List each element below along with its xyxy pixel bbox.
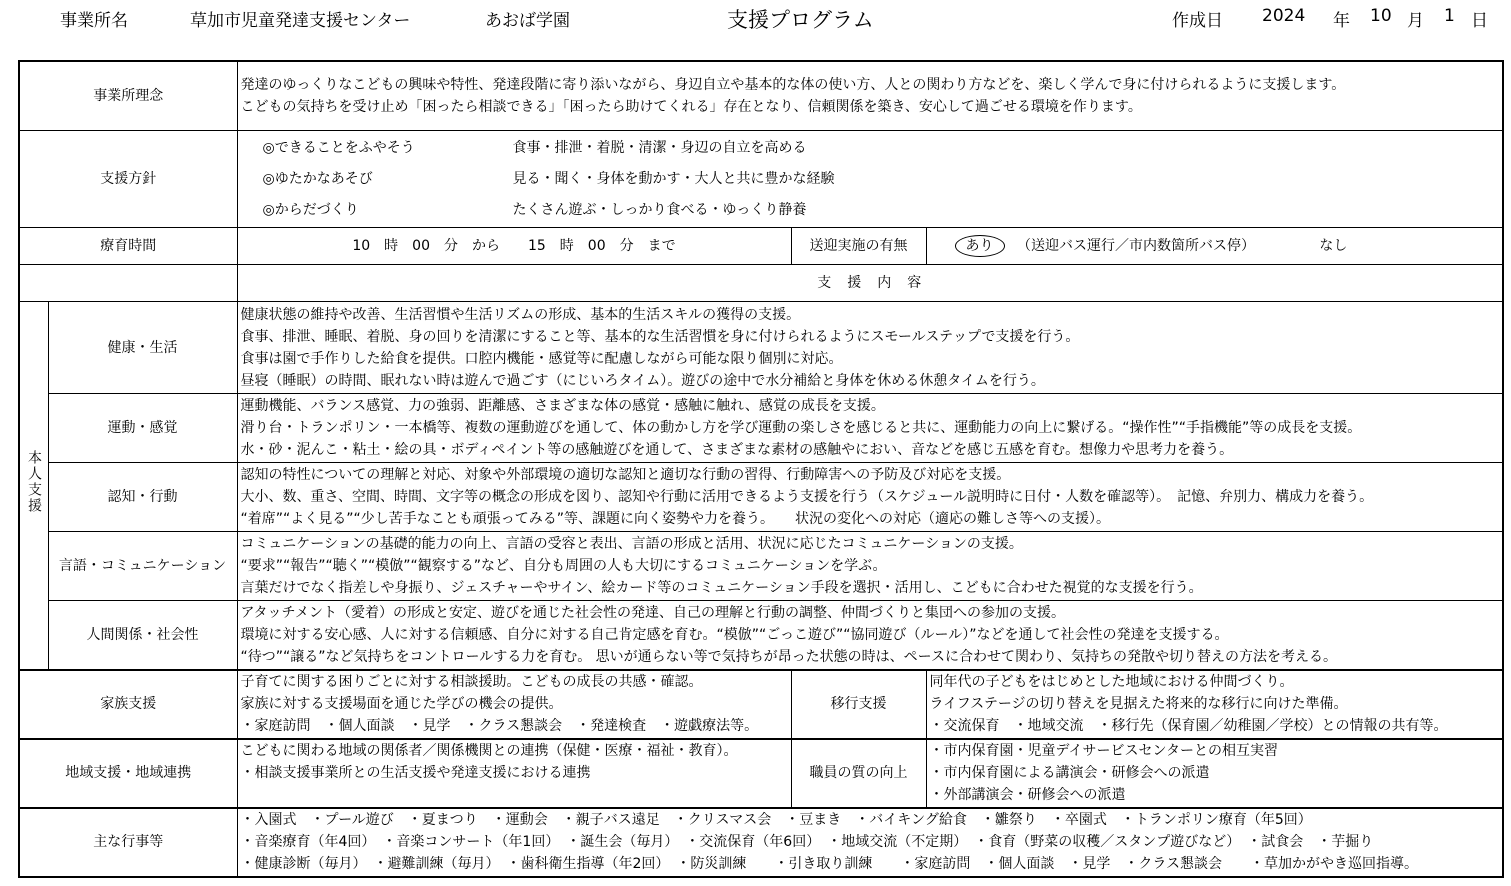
text-line: ライフステージの切り替えを見据えた将来的な移行に向けた準備。 — [929, 696, 1348, 713]
text-line: こどもに関わる地域の関係者／関係機関との連携（保健・医療・福祉・教育）。 — [240, 742, 738, 759]
individual-row — [19, 601, 1503, 670]
text-line: ・市内保育園による講演会・研修会への派遣 — [929, 765, 1210, 782]
transport-value — [926, 228, 1503, 265]
policy-item-name: ◎ゆたかなあそび — [262, 170, 373, 187]
community-label: 地域支援・地域連携 — [19, 739, 237, 808]
support-content-blank — [19, 264, 237, 302]
office-label: 事業所名 — [60, 11, 128, 31]
date-year: 2024 — [1262, 6, 1306, 26]
text-line: 同年代の子どもをはじめとした地域における仲間づくり。 — [929, 674, 1294, 691]
text-line: コミュニケーションの基礎的能力の向上、言語の受容と表出、言語の形成と活用、状況に応じたコミュニケーションの支援。 — [240, 536, 1023, 552]
individual-label-text: 本人支援 — [26, 449, 42, 514]
events-row — [19, 808, 1503, 877]
text-line: 家族に対する支援場面を通じた学びの機会の提供。 — [240, 696, 563, 713]
transport-label: 送迎実施の有無 — [791, 228, 926, 265]
date-label: 作成日 — [1172, 11, 1223, 31]
date-day: 1 — [1444, 6, 1455, 26]
text-line: “着席”“よく見る”“少し苦手なことも頑張ってみる”等、課題に向く姿勢や力を養う。 状況の変化への対応（適応の難しさ等への支援）。 — [240, 510, 1111, 527]
individual-row-label: 運動・感覚 — [48, 393, 237, 462]
individual-row-label: 認知・行動 — [48, 462, 237, 531]
policy-item-name: ◎からだづくり — [262, 201, 359, 218]
transport-detail: （送迎バス運行／市内数箇所バス停） — [1016, 237, 1255, 254]
policy-item-desc: 見る・聞く・身体を動かす・大人と共に豊かな経験 — [512, 170, 835, 187]
individual-label — [19, 302, 48, 670]
transition-text — [926, 670, 1503, 739]
hours-value: 10 時 00 分 から 15 時 00 分 まで — [237, 228, 791, 265]
staff-label: 職員の質の向上 — [791, 739, 926, 808]
date-year-unit: 年 — [1333, 11, 1350, 31]
support-content-row — [19, 264, 1503, 302]
text-line: 滑り台・トランポリン・一本橋等、複数の運動遊びを通して、体の動かし方を学び運動の楽しさを感じると共に、運動能力の向上に繋げる。“操作性”“手指機能”等の成長を支援。 — [240, 419, 1362, 436]
policy-item-desc: たくさん遊ぶ・しっかり食べる・ゆっくり静養 — [512, 201, 807, 218]
text-line: ・相談支援事業所との生活支援や発達支援における連携 — [240, 764, 591, 781]
text-line: ・交流保育 ・地域交流 ・移行先（保育園／幼稚園／学校）との情報の共有等。 — [929, 718, 1448, 735]
text-line: ・入園式 ・プール遊び ・夏まつり ・運動会 ・親子バス遠足 ・クリスマス会 ・豆まき ・バイキング給食 ・雛祭り ・卒園式 ・トランポリン療育（年5回） — [240, 812, 1312, 829]
policy-label: 支援方針 — [19, 130, 237, 228]
text-line: 水・砂・泥んこ・粘土・絵の具・ボディペイント等の感触遊びを通して、さまざまな素材の感触やにおい、音などを感じ五感を育む。想像力や思考力を養う。 — [240, 441, 1234, 458]
text-line: “要求”“報告”“聴く”“模倣”“観察する”など、自分も周囲の人も大切にするコミュニケーションを学ぶ。 — [240, 558, 887, 574]
transition-label: 移行支援 — [791, 670, 926, 739]
individual-row-text — [237, 302, 1503, 393]
individual-row-text — [237, 462, 1503, 531]
policy-row — [19, 130, 1503, 228]
individual-row-text — [237, 531, 1503, 600]
text-line: ・家庭訪問 ・個人面談 ・見学 ・クラス懇談会 ・発達検査 ・遊戯療法等。 — [240, 718, 759, 735]
events-label: 主な行事等 — [19, 808, 237, 877]
office-sub: あおば学園 — [485, 11, 570, 31]
family-label: 家族支援 — [19, 670, 237, 739]
individual-row — [19, 462, 1503, 531]
individual-row-label: 言語・コミュニケーション — [48, 531, 237, 600]
philosophy-row — [19, 61, 1503, 130]
family-row — [19, 670, 1503, 739]
individual-row-label: 人間関係・社会性 — [48, 601, 237, 670]
text-line: 大小、数、重さ、空間、時間、文字等の概念の形成を図り、認知や行動に活用できるよう支援を行う（スケジュール説明時に日付・人数を確認等）。 記憶、弁別力、構成力を養う。 — [240, 488, 1374, 505]
text-line: 食事は園で手作りした給食を提供。口腔内機能・感覚等に配慮しながら可能な限り個別に対応。 — [240, 350, 843, 367]
community-text — [237, 739, 791, 808]
text-line: アタッチメント（愛着）の形成と安定、遊びを通じた社会性の発達、自己の理解と行動の調整、仲間づくりと集団への参加の支援。 — [240, 604, 1065, 621]
text-line: 食事、排泄、睡眠、着脱、身の回りを清潔にすること等、基本的な生活習慣を身に付けられるようにスモールステップで支援を行う。 — [240, 328, 1080, 345]
text-line: 運動機能、バランス感覚、力の強弱、距離感、さまざまな体の感覚・感触に触れ、感覚の成長を支援。 — [240, 397, 885, 414]
text-line: ・健康診断（毎月） ・避難訓練（毎月） ・歯科衛生指導（年2回） ・防災訓練 ・引き取り訓練 ・家庭訪問 ・個人面談 ・見学 ・クラス懇談会 ・草加かがやき巡回指導。 — [240, 856, 1418, 873]
philosophy-text — [237, 61, 1503, 130]
staff-text — [926, 739, 1503, 808]
text-line: ・市内保育園・児童デイサービスセンターとの相互実習 — [929, 743, 1278, 760]
text-line: ・外部講演会・研修会への派遣 — [929, 787, 1126, 804]
individual-row-label: 健康・生活 — [48, 302, 237, 393]
individual-row — [19, 302, 1503, 393]
transport-no: なし — [1319, 237, 1348, 254]
philosophy-line: 発達のゆっくりなこどもの興味や特性、発達段階に寄り添いながら、身辺自立や基本的な体の使い方、人との関わり方などを、楽しく学んで身に付けられるように支援します。 — [240, 76, 1346, 93]
policy-item-desc: 食事・排泄・着脱・清潔・身辺の自立を高める — [512, 139, 807, 156]
policy-items — [237, 130, 1503, 228]
text-line: 認知の特性についての理解と対応、対象や外部環境の適切な認知と適切な行動の習得、行動障害への予防及び対応を支援。 — [240, 466, 1011, 483]
text-line: 環境に対する安心感、人に対する信頼感、自分に対する自己肯定感を育む。“模倣”“ごっこ遊び”“協同遊び（ルール）”などを通して社会性の発達を支援する。 — [240, 626, 1229, 643]
hours-row — [19, 228, 1503, 265]
text-line: 昼寝（睡眠）の時間、眠れない時は遊んで過ごす（にじいろタイム）。遊びの途中で水分補給と身体を休める休憩タイムを行う。 — [240, 372, 1045, 389]
individual-row — [19, 393, 1503, 462]
text-line: 言葉だけでなく指差しや身振り、ジェスチャーやサイン、絵カード等のコミュニケーション手段を選択・活用し、こどもに合わせた視覚的な支援を行う。 — [240, 580, 1203, 596]
text-line: 子育てに関する困りごとに対する相談援助。こどもの成長の共感・確認。 — [240, 674, 703, 691]
individual-row-text — [237, 393, 1503, 462]
family-text — [237, 670, 791, 739]
date-month: 10 — [1370, 6, 1392, 26]
support-content-label: 支 援 内 容 — [237, 264, 1503, 302]
individual-row-text — [237, 601, 1503, 670]
community-row — [19, 739, 1503, 808]
office-name: 草加市児童発達支援センター — [190, 11, 411, 31]
philosophy-label: 事業所理念 — [19, 61, 237, 130]
policy-item-name: ◎できることをふやそう — [262, 139, 415, 156]
transport-yes: あり — [955, 235, 1005, 257]
text-line: “待つ”“譲る”など気持ちをコントロールする力を育む。 思いが通らない等で気持ちが昂った状態の時は、ペースに合わせて関わり、気持ちの発散や切り替えの方法を考える。 — [240, 648, 1337, 665]
program-table — [18, 60, 1504, 878]
text-line: 健康状態の維持や改善、生活習慣や生活リズムの形成、基本的生活スキルの獲得の支援。 — [240, 306, 801, 323]
date-month-unit: 月 — [1407, 11, 1424, 31]
date-day-unit: 日 — [1471, 11, 1488, 31]
hours-label: 療育時間 — [19, 228, 237, 265]
page-title: 支援プログラム — [727, 8, 874, 32]
events-text — [237, 808, 1503, 877]
philosophy-line: こどもの気持ちを受け止め「困ったら相談できる」「困ったら助けてくれる」存在となり、信頼関係を築き、安心して過ごせる環境を作ります。 — [240, 98, 1142, 115]
individual-row — [19, 531, 1503, 600]
text-line: ・音楽療育（年4回） ・音楽コンサート（年1回） ・誕生会（毎月） ・交流保育（年6回） ・地域交流（不定期） ・食育（野菜の収穫／スタンプ遊びなど） ・試食会 ・芋掘り — [240, 834, 1374, 851]
